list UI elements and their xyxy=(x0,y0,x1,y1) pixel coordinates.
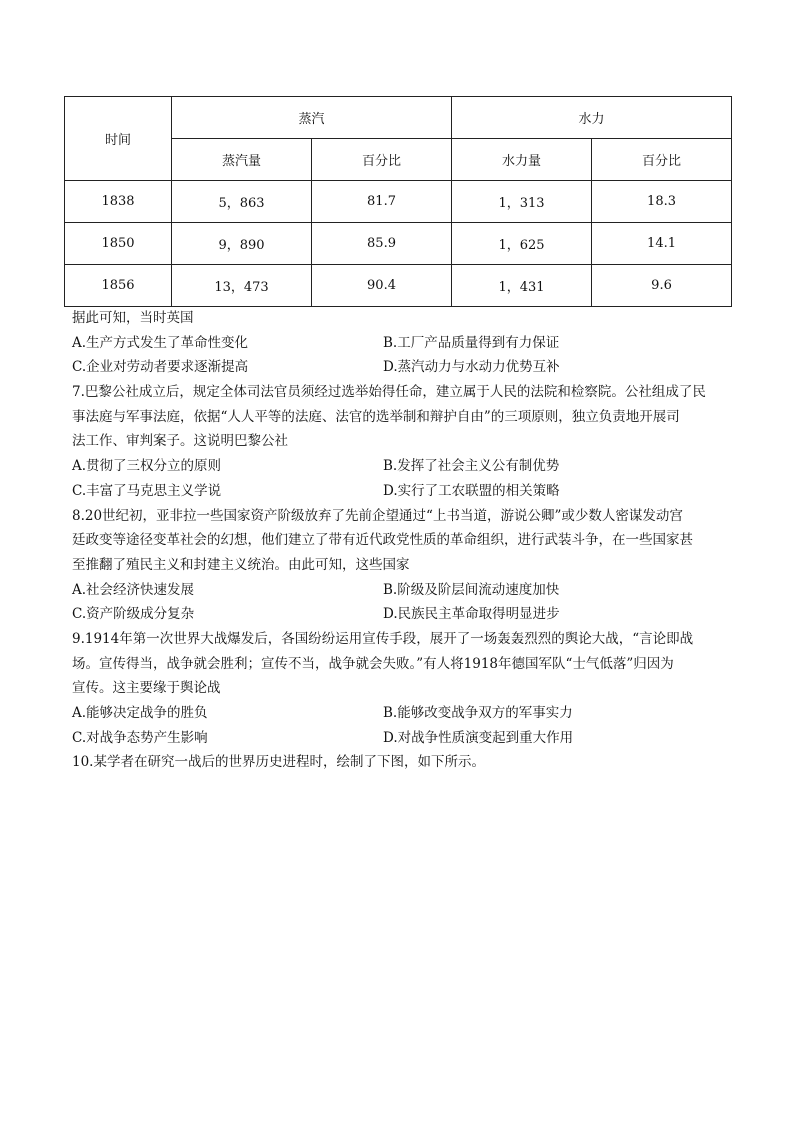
steam-percent-header: 百分比 xyxy=(312,139,452,181)
q8-line-2: 廷政变等途径变革社会的幻想，他们建立了带有近代政党性质的革命组织，进行武装斗争，在一些国家甚 xyxy=(72,532,693,549)
q9-option-a: A.能够决定战争的胜负 xyxy=(72,705,208,721)
q7-option-b: B.发挥了社会主义公有制优势 xyxy=(383,458,560,475)
cell-steam-percent: 85.9 xyxy=(312,223,452,265)
q9-option-b: B.能够改变战争双方的军事实力 xyxy=(383,705,573,721)
q9-options-row-1 xyxy=(72,701,732,726)
water-percent-header: 百分比 xyxy=(592,139,732,181)
steam-water-power-table xyxy=(64,96,732,307)
q9-option-c: C.对战争态势产生影响 xyxy=(72,729,208,746)
q7-option-c: C.丰富了马克思主义学说 xyxy=(72,482,222,499)
q6-option-a: A.生产方式发生了革命性变化 xyxy=(72,334,249,351)
q8-line-1: 8.20世纪初，亚非拉一些国家资产阶级放弃了先前企望通过“上书当道，游说公卿”或少数人密谋发动宫 xyxy=(72,507,683,524)
q7-option-d: D.实行了工农联盟的相关策略 xyxy=(383,482,560,499)
cell-water-amount: 1，313 xyxy=(452,181,592,223)
q6-stem: 据此可知，当时英国 xyxy=(72,310,194,326)
table-header-row xyxy=(65,97,732,139)
questions-content xyxy=(72,306,732,775)
q7-options-row-2 xyxy=(72,479,732,504)
q6-option-c: C.企业对劳动者要求逐渐提高 xyxy=(72,359,249,376)
table-row xyxy=(65,181,732,223)
cell-steam-percent: 90.4 xyxy=(312,265,452,307)
water-header: 水力 xyxy=(452,97,732,139)
cell-steam-amount: 13，473 xyxy=(172,265,312,307)
q6-options-row-1 xyxy=(72,331,732,356)
q9-line-2: 场。宣传得当，战争就会胜利；宣传不当，战争就会失败。”有人将1918年德国军队“士气低落”归因为 xyxy=(72,655,674,672)
time-header: 时间 xyxy=(65,97,172,181)
q7-line-2: 事法庭与军事法庭，依据“人人平等的法庭、法官的选举制和辩护自由”的三项原则，独立负责地开展司 xyxy=(72,408,680,425)
cell-year: 1856 xyxy=(65,265,172,307)
table-row xyxy=(65,265,732,307)
q9-line-1: 9.1914年第一次世界大战爆发后，各国纷纷运用宣传手段，展开了一场轰轰烈烈的舆论大战，“言论即战 xyxy=(72,630,694,647)
cell-steam-amount: 9，890 xyxy=(172,223,312,265)
q6-option-d: D.蒸汽动力与水动力优势互补 xyxy=(383,359,560,376)
table-row xyxy=(65,223,732,265)
q8-option-b: B.阶级及阶层间流动速度加快 xyxy=(383,581,560,598)
q9-options-row-2 xyxy=(72,726,732,751)
cell-water-amount: 1，431 xyxy=(452,265,592,307)
q6-option-b: B.工厂产品质量得到有力保证 xyxy=(383,334,560,351)
q7-option-a: A.贯彻了三权分立的原则 xyxy=(72,458,222,475)
q10-stem: 10.某学者在研究一战后的世界历史进程时，绘制了下图，如下所示。 xyxy=(72,754,485,771)
water-amount-header: 水力量 xyxy=(452,139,592,181)
data-table-container xyxy=(64,96,731,307)
cell-water-percent: 14.1 xyxy=(592,223,732,265)
q7-line-3: 法工作、审判案子。这说明巴黎公社 xyxy=(72,433,288,450)
steam-header: 蒸汽 xyxy=(172,97,452,139)
steam-amount-header: 蒸汽量 xyxy=(172,139,312,181)
q7-line-1: 7.巴黎公社成立后，规定全体司法官员须经过选举始得任命，建立属于人民的法院和检察院。公社组成了民 xyxy=(72,384,706,401)
cell-steam-percent: 81.7 xyxy=(312,181,452,223)
cell-year: 1850 xyxy=(65,223,172,265)
cell-steam-amount: 5，863 xyxy=(172,181,312,223)
q7-options-row-1 xyxy=(72,454,732,479)
cell-water-percent: 18.3 xyxy=(592,181,732,223)
q8-option-c: C.资产阶级成分复杂 xyxy=(72,606,195,623)
q8-option-d: D.民族民主革命取得明显进步 xyxy=(383,606,560,623)
q8-option-a: A.社会经济快速发展 xyxy=(72,581,195,598)
q8-line-3: 至推翻了殖民主义和封建主义统治。由此可知，这些国家 xyxy=(72,556,410,573)
q9-line-3: 宣传。这主要缘于舆论战 xyxy=(72,680,221,697)
q9-option-d: D.对战争性质演变起到重大作用 xyxy=(383,729,574,746)
cell-water-percent: 9.6 xyxy=(592,265,732,307)
cell-water-amount: 1，625 xyxy=(452,223,592,265)
q8-options-row-1 xyxy=(72,578,732,603)
q8-options-row-2 xyxy=(72,602,732,627)
q6-options-row-2 xyxy=(72,355,732,380)
cell-year: 1838 xyxy=(65,181,172,223)
